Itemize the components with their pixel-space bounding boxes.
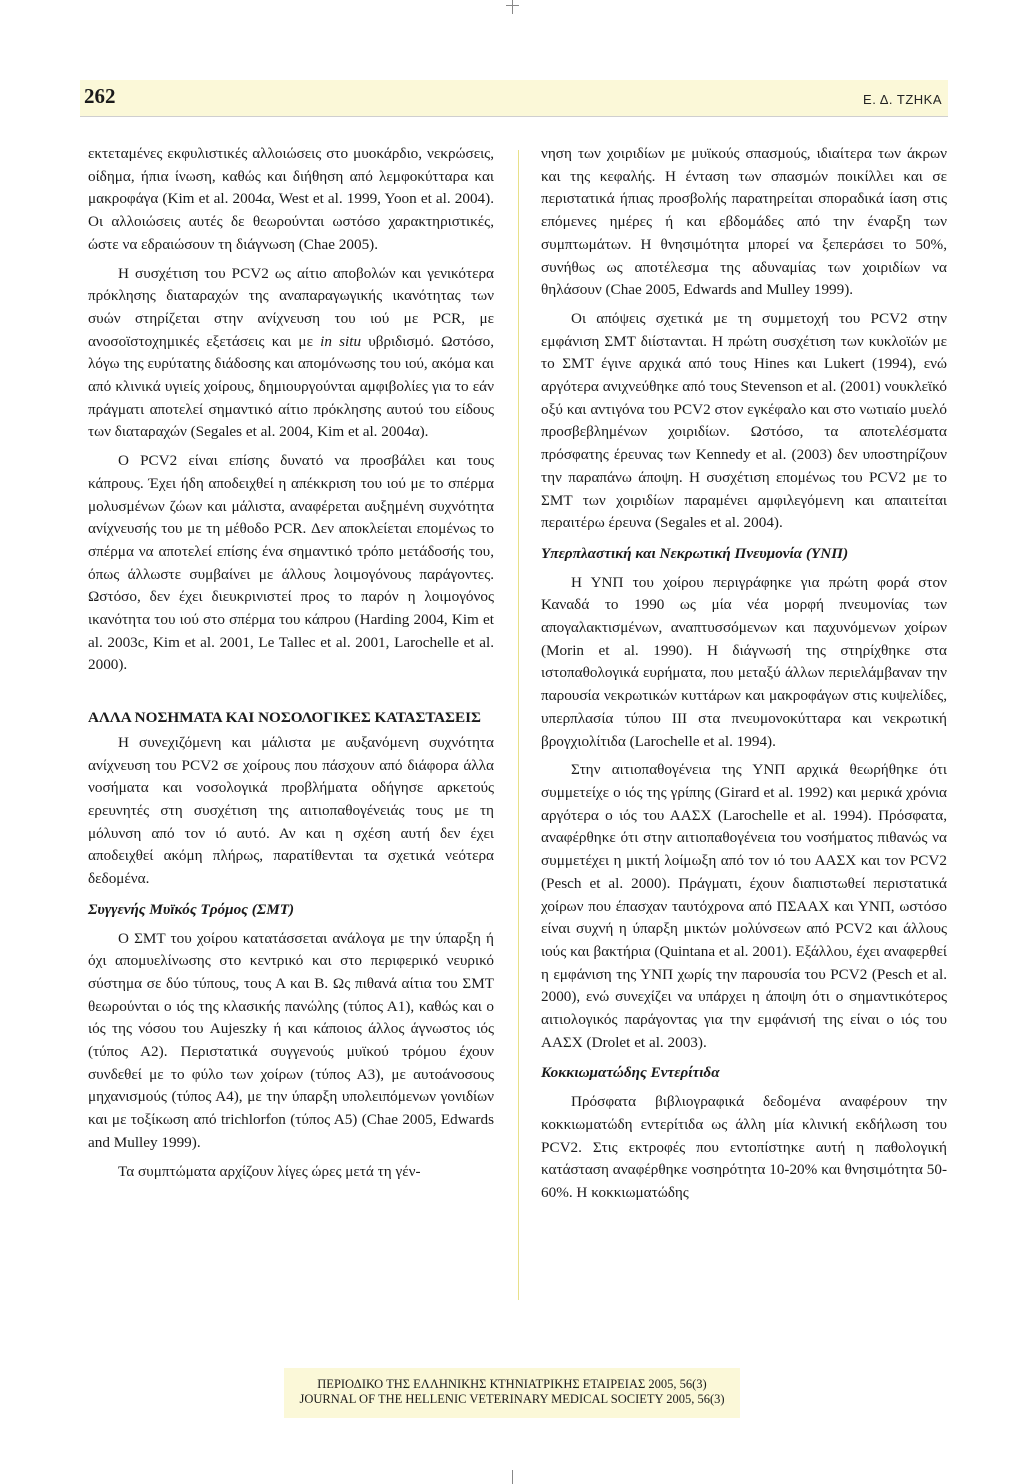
journal-footer	[284, 1368, 740, 1418]
footer-line-english: JOURNAL OF THE HELLENIC VETERINARY MEDICAL SOCIETY 2005, 56(3)	[299, 1392, 725, 1406]
page-number: 262	[84, 84, 116, 108]
header-rule	[80, 116, 948, 117]
header-band	[80, 80, 948, 116]
running-head: Ε. Δ. ΤΖΗΚΑ	[863, 92, 942, 107]
paragraph: Ο ΣΜΤ του χοίρου κατατάσσεται ανάλογα με την ύπαρξη ή όχι απομυελίνωσης στο κεντρικό και στο περιφερικό νευρικό σύστημα σε δύο τύπους, τους Α και Β. Ως πιθανά αίτια του ΣΜΤ θεωρούνται ο ιός της κλασικής πανώλης (τύπος Α1), καθώς και ο ιός της νόσου του Aujeszky ή και κάποιος άλλος άγνωστος ιός (τύπος Α2). Περιστατικά συγγενούς μυϊκού τρόμου έχουν συνδεθεί με το φύλο των χοίρων (τύπος Α3), με αυτοάνοσους μηχανισμούς (τύπος Α4), με την ύπαρξη υπολειπόμενων γονιδίων και με τοξίκωση από trichlorfon (τύπος Α5) (Chae 2005, Edwards and Mulley 1999).	[88, 929, 494, 1151]
paragraph: Στην αιτιοπαθογένεια της ΥΝΠ αρχικά θεωρήθηκε ότι συμμετείχε ο ιός της γρίπης (Girard et al. 1992) και μερικά χρόνια αργότερα ο ιός του ΑΑΣΧ (Larochelle et al. 1994). Πρόσφατα, αναφέρθηκε ότι στην αιτιοπαθογένεια του νοσήματος πιθανώς να συμμετέχει η μικτή λοίμωξη από τον ιό του ΑΑΣΧ και τον PCV2 (Pesch et al. 2000). Πράγματι, έχουν διαπιστωθεί περιστατικά χοίρων που έπασχαν ταυτόχρονα από ΠΣΑΑΧ και ΥΝΠ, ωστόσο είναι συχνή η ύπαρξη μικτών μολύνσεων από PCV2 και άλλους ιούς και βακτήρια (Quintana et al. 2001). Εξάλλου, έχει αναφερθεί η εμφάνιση της ΥΝΠ χωρίς την παρουσία του PCV2 (Pesch et al. 2000), ενώ συνεχίζει να υπάρχει η άποψη ότι ο σημαντικότερος αιτιολογικός παράγοντας για την εμφάνισή της είναι ο ιός του ΑΑΣΧ (Drolet et al. 2003).	[541, 761, 947, 1051]
paragraph: Οι απόψεις σχετικά με τη συμμετοχή του PCV2 στην εμφάνιση ΣΜΤ διίστανται. Η πρώτη συσχέτιση των κυκλοϊών με το ΣΜΤ έγινε αρχικά από τους Hines και Lukert (1994), ενώ αργότερα ανιχνεύθηκε από τους Stevenson et al. (2001) νουκλεϊκό οξύ και αντιγόνα του PCV2 στον εγκέφαλο και στο νωτιαίο μυελό προσβεβλημένων χοιριδίων. Ωστόσο, τα αποτελέσματα πρόσφατης έρευνας των Kennedy et al. (2003) δεν υποστηρίζουν την παραπάνω άποψη. Η συσχέτιση επομένως του PCV2 με το ΣΜΤ των χοιριδίων παραμένει αμφιλεγόμενη και απαιτείται περαιτέρω έρευνα (Segales et al. 2004).	[541, 309, 947, 532]
text-run: υβριδισμό. Ωστόσο, λόγω της ευρύτατης διάδοσης και απομόνωσης του ιού, ακόμα και από κλινικά υγιείς χοίρους, δημιουργούνται αμφιβολίες για το εάν πράγματι αποτελεί σημαντικό αίτιο πρόκλησης αυτού του είδους των διαταραχών (Segales et al. 2004, Kim et al. 2004α).	[88, 332, 494, 441]
right-column	[541, 143, 947, 1211]
italic-text: in situ	[320, 332, 362, 350]
paragraph: Η ΥΝΠ του χοίρου περιγράφηκε για πρώτη φορά στον Καναδά το 1990 ως μία νέα μορφή πνευμονίας των απογαλακτισμένων, αναπτυσσόμενων και παχυνόμενων χοίρων (Morin et al. 1990). Η διάγνωσή της στηρίχθηκε στα ιστοπαθολογικά ευρήματα, που μεταξύ άλλων περιελάμβαναν την παρουσία νεκρωτικών κυττάρων και μακροφάγων στις κυψελίδες, υπερπλασία τύπου ΙΙΙ στα πνευμονοκύτταρα και νεκρωτική βρογχιολίτιδα (Larochelle et al. 1994).	[541, 573, 947, 750]
crop-mark-top-cross	[506, 5, 519, 6]
subheading: Συγγενής Μυϊκός Τρόμος (ΣΜΤ)	[88, 900, 295, 918]
subheading: Υπερπλαστική και Νεκρωτική Πνευμονία (ΥΝΠ)	[541, 544, 849, 562]
paragraph: Η συνεχιζόμενη και μάλιστα με αυξανόμενη συχνότητα ανίχνευση του PCV2 σε χοίρους που πάσχουν από διάφορα άλλα νοσήματα και νοσολογικά προβλήματα οδήγησε αρκετούς ερευνητές στη συσχέτιση της αιτιοπαθογένειάς τους με τη μόλυνση από τον ιό αυτό. Αν και η σχέση αυτή δεν έχει αποδειχθεί ακόμη πλήρως, παρατίθενται τα σχετικά νεότερα δεδομένα.	[88, 733, 494, 888]
crop-mark-bottom	[512, 1470, 513, 1484]
section-heading: ΑΛΛΑ ΝΟΣΗΜΑΤΑ ΚΑΙ ΝΟΣΟΛΟΓΙΚΕΣ ΚΑΤΑΣΤΑΣΕΙΣ	[88, 709, 481, 727]
column-divider	[518, 150, 519, 1300]
left-column	[88, 143, 494, 1189]
paragraph: Τα συμπτώματα αρχίζουν λίγες ώρες μετά τη γέν-	[118, 1162, 421, 1180]
subheading: Κοκκιωματώδης Εντερίτιδα	[541, 1064, 720, 1082]
paragraph: εκτεταμένες εκφυλιστικές αλλοιώσεις στο μυοκάρδιο, νεκρώσεις, οίδημα, ήπια ίνωση, καθώς και διήθηση από λεμφοκύτταρα και μακροφάγα (Kim et al. 2004α, West et al. 1999, Yoon et al. 2004). Οι αλλοιώσεις αυτές δε θεωρούνται ωστόσο χαρακτηριστικές, ώστε να εδραιώσουν τη διάγνωση (Chae 2005).	[88, 145, 494, 253]
paragraph: νηση των χοιριδίων με μυϊκούς σπασμούς, ιδιαίτερα των άκρων και της κεφαλής. Η ένταση των σπασμών ποικίλλει και σε περιστατικά ήπιας προσβολής παρατηρείται σποραδικά ίαση στις επόμενες ημέρες ή και εβδομάδες από την έναρξη των συμπτωμάτων. Η θνησιμότητα μπορεί να ξεπεράσει το 50%, συνήθως ως αποτέλεσμα της αδυναμίας των χοιριδίων να θηλάσουν (Chae 2005, Edwards and Mulley 1999).	[541, 145, 947, 299]
text-run: Η συσχέτιση του PCV2 ως αίτιο αποβολών και γενικότερα πρόκλησης διαταραχών της αναπαραγωγικής ικανότητας των συών στηρίζεται στην ανίχνευση του ιού με PCR, με ανοσοϊστοχημικές εξετάσεις και με	[88, 264, 494, 350]
paragraph: Πρόσφατα βιβλιογραφικά δεδομένα αναφέρουν την κοκκιωματώδη εντερίτιδα ως άλλη μία κλινική εκδήλωση του PCV2. Στις εκτροφές που εντοπίστηκε αυτή η παθολογική κατάσταση αναφέρθηκε νοσηρότητα 10-20% και θνησιμότητα 50-60%. Η κοκκιωματώδης	[541, 1093, 947, 1201]
crop-mark-top	[512, 0, 513, 14]
footer-line-greek: ΠΕΡΙΟΔΙΚΟ ΤΗΣ ΕΛΛΗΝΙΚΗΣ ΚΤΗΝΙΑΤΡΙΚΗΣ ΕΤΑΙΡΕΙΑΣ 2005, 56(3)	[317, 1377, 707, 1391]
paragraph: Ο PCV2 είναι επίσης δυνατό να προσβάλει και τους κάπρους. Έχει ήδη αποδειχθεί η απέκκριση του ιού με το σπέρμα μολυσμένων ζώων και μάλιστα, αναφέρεται αυξημένη συχνότητα ανίχνευσής του με τη μέθοδο PCR. Δεν αποκλείεται επομένως το σπέρμα να αποτελεί επίσης ένα σημαντικό τρόπο μετάδοσής του, όπως άλλωστε συμβαίνει με άλλους λοιμογόνους παράγοντες. Ωστόσο, δεν έχει διευκρινιστεί προς το παρόν η λοιμογόνος ικανότητα του ιού στο σπέρμα του κάπρου (Harding 2004, Kim et al. 2003c, Kim et al. 2001, Le Tallec et al. 2001, Larochelle et al. 2000).	[88, 452, 494, 674]
paragraph	[88, 263, 494, 445]
